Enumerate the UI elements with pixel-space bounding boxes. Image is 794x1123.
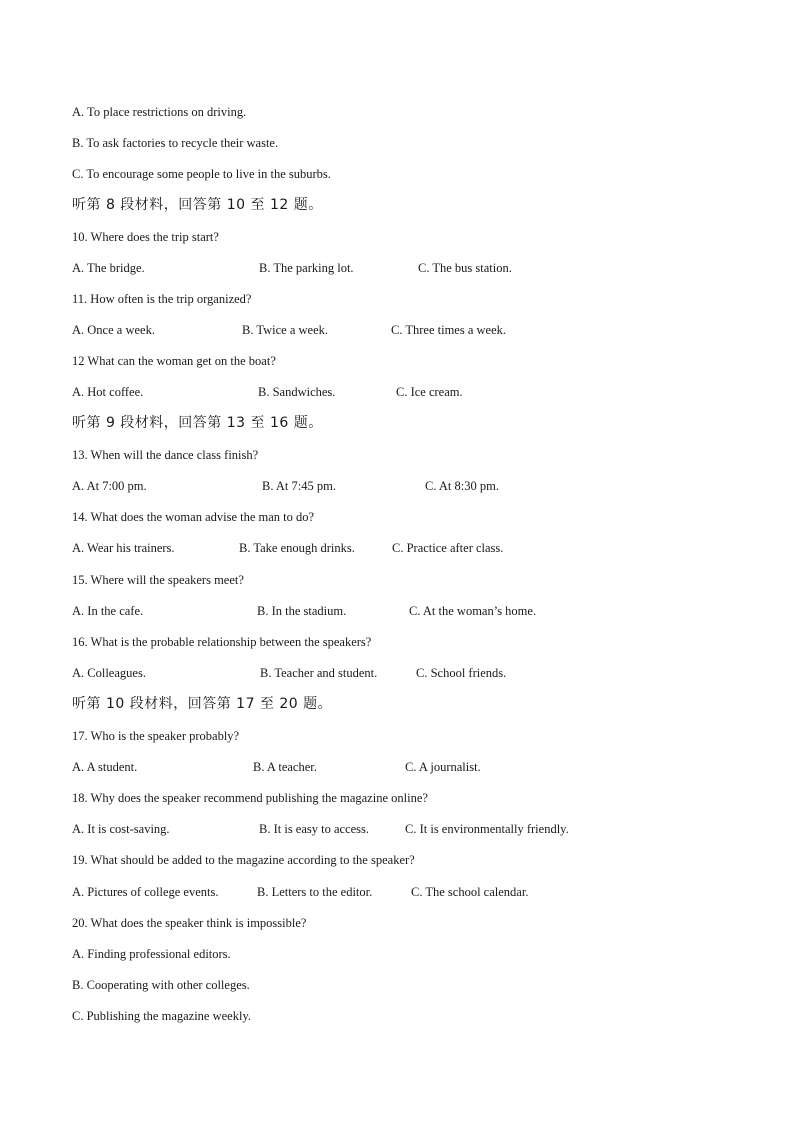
question-text: 15. Where will the speakers meet? bbox=[72, 573, 244, 587]
answer-option: C. The bus station. bbox=[418, 261, 512, 275]
answer-option: A. It is cost-saving. bbox=[72, 822, 170, 836]
answer-option: C. It is environmentally friendly. bbox=[405, 822, 569, 836]
answer-option: C. Three times a week. bbox=[391, 323, 507, 337]
answer-option: A. Once a week. bbox=[72, 323, 155, 337]
answer-option: B. At 7:45 pm. bbox=[262, 479, 336, 493]
question-text: 18. Why does the speaker recommend publishing the magazine online? bbox=[72, 791, 428, 805]
answer-option: C. At the woman’s home. bbox=[409, 604, 537, 618]
question-text: 17. Who is the speaker probably? bbox=[72, 729, 240, 743]
question-text: 13. When will the dance class finish? bbox=[72, 448, 259, 462]
question-text: A. Finding professional editors. bbox=[72, 947, 231, 961]
answer-option: B. Sandwiches. bbox=[258, 385, 336, 399]
question-text: 19. What should be added to the magazine according to the speaker? bbox=[72, 853, 415, 867]
answer-option: A. Pictures of college events. bbox=[72, 885, 219, 899]
answer-option: A. Colleagues. bbox=[72, 666, 146, 680]
question-text: 10. Where does the trip start? bbox=[72, 230, 219, 244]
answer-option: C. The school calendar. bbox=[411, 885, 529, 899]
answer-option: B. In the stadium. bbox=[257, 604, 347, 618]
answer-option: C. A journalist. bbox=[405, 760, 481, 774]
section-heading: 听第 9 段材料，回答第 13 至 16 题。 bbox=[72, 415, 323, 431]
answer-option: B. Twice a week. bbox=[242, 323, 329, 337]
answer-option: B. A teacher. bbox=[253, 760, 317, 774]
question-text: 11. How often is the trip organized? bbox=[72, 292, 252, 306]
answer-option: C. At 8:30 pm. bbox=[425, 479, 499, 493]
question-text: 12 What can the woman get on the boat? bbox=[72, 354, 276, 368]
answer-option: A. A student. bbox=[72, 760, 138, 774]
answer-option: C. Practice after class. bbox=[392, 541, 504, 555]
answer-option: A. At 7:00 pm. bbox=[72, 479, 147, 493]
answer-option: B. Letters to the editor. bbox=[257, 885, 373, 899]
question-text: B. Cooperating with other colleges. bbox=[72, 978, 250, 992]
answer-option: B. Take enough drinks. bbox=[239, 541, 355, 555]
answer-option: C. School friends. bbox=[416, 666, 507, 680]
question-text: C. Publishing the magazine weekly. bbox=[72, 1009, 252, 1023]
answer-option: B. The parking lot. bbox=[259, 261, 354, 275]
answer-option: A. Hot coffee. bbox=[72, 385, 144, 399]
question-text: A. To place restrictions on driving. bbox=[72, 105, 247, 119]
question-text: 16. What is the probable relationship between the speakers? bbox=[72, 635, 372, 649]
answer-option: B. It is easy to access. bbox=[259, 822, 370, 836]
section-heading: 听第 10 段材料，回答第 17 至 20 题。 bbox=[72, 696, 333, 712]
answer-option: B. Teacher and student. bbox=[260, 666, 378, 680]
question-text: C. To encourage some people to live in the suburbs. bbox=[72, 167, 331, 181]
question-text: 14. What does the woman advise the man to do? bbox=[72, 510, 315, 524]
question-text: B. To ask factories to recycle their waste. bbox=[72, 136, 279, 150]
answer-option: A. Wear his trainers. bbox=[72, 541, 175, 555]
answer-option: A. In the cafe. bbox=[72, 604, 144, 618]
answer-option: A. The bridge. bbox=[72, 261, 145, 275]
section-heading: 听第 8 段材料，回答第 10 至 12 题。 bbox=[72, 197, 323, 213]
answer-option: C. Ice cream. bbox=[396, 385, 463, 399]
question-text: 20. What does the speaker think is impossible? bbox=[72, 916, 307, 930]
